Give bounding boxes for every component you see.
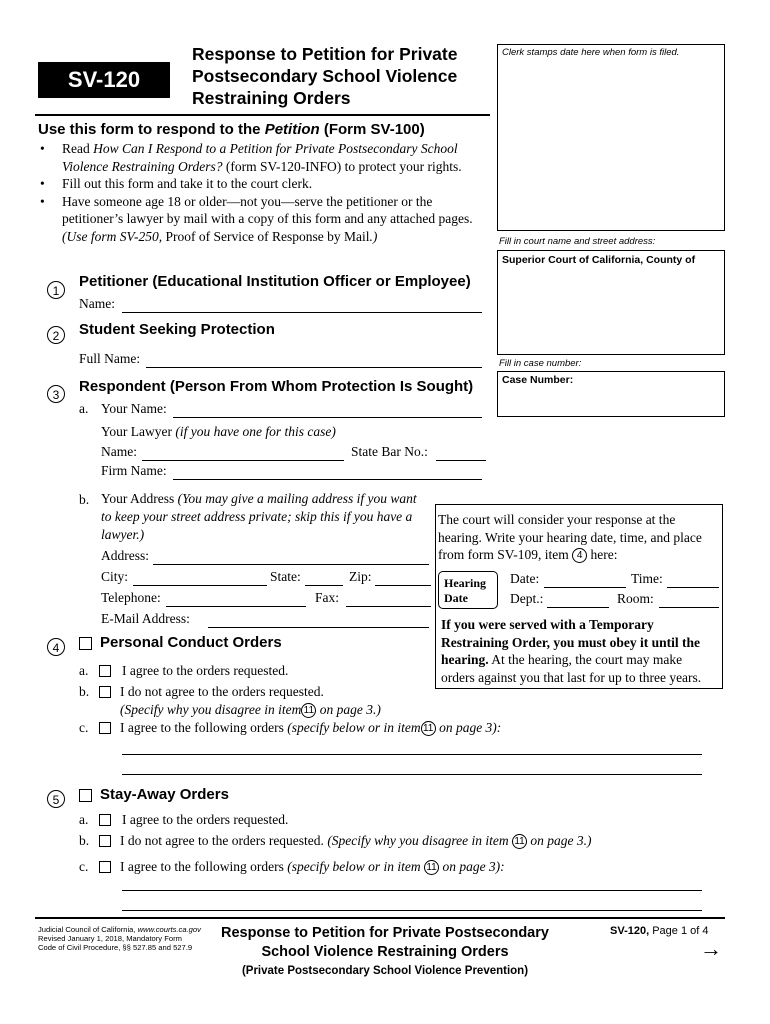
section4-a-checkbox[interactable] [99,665,111,677]
section4-c-checkbox[interactable] [99,722,111,734]
hearing-date-field[interactable] [544,573,626,588]
court-name: Superior Court of California, County of [502,254,696,266]
item-ref-11: 11 [512,834,527,849]
student-name-label: Full Name: [79,351,141,366]
section5-checkbox[interactable] [79,789,92,802]
form-code-badge [38,62,170,98]
hearing-dept-label: Dept.: [510,591,544,606]
email-field[interactable] [208,613,429,628]
section4-checkbox[interactable] [79,637,92,650]
your-name-field[interactable] [173,403,482,418]
address-label: Address: [101,548,149,563]
court-name-label: Fill in court name and street address: [499,236,656,247]
section5-a-text: I agree to the orders requested. [122,812,289,827]
section3-b-label: b. [79,492,90,507]
clerk-stamp-label: Clerk stamps date here when form is filed. [502,47,680,58]
next-page-arrow-icon[interactable]: → [700,936,722,961]
hearing-time-label: Time: [631,571,663,586]
section5-c-text: I agree to the following orders (specify below or in item 11 on page 3): [120,859,505,874]
case-number-label: Case Number: [502,374,574,386]
section4-b-note: (Specify why you disagree in item 11 on page 3.) [120,702,381,717]
section5-b-label: b. [79,833,90,848]
section5-b-checkbox[interactable] [99,835,111,847]
your-address-intro: Your Address (You may give a mailing address if you want to keep your street address private; skip this if you have a lawyer.) [101,491,417,542]
section5-c-label: c. [79,859,89,874]
section5-b-text: I do not agree to the orders requested. (Specify why you disagree in item 11 on page 3.) [120,833,592,848]
instruction-serve: • Have someone age 18 or older—not you—serve the petitioner or the petitioner’s lawyer by mail with a copy of this form and any attached pages. (Use form SV-250, Proof of Service of Response by Mail.) [36,193,486,246]
instruction-read-info: • Read How Can I Respond to a Petition for Private Postsecondary School Violence Restraining Orders? (form SV-120-INFO) to protect your rights. [36,140,486,175]
section5-orders-line-1[interactable] [122,876,702,891]
hearing-room-field[interactable] [659,593,719,608]
lawyer-name-label: Name: [101,444,137,459]
page-number: SV-120, Page 1 of 4 [610,925,709,937]
item-number-5: 5 [47,790,65,808]
section4-b-text: I do not agree to the orders requested. [120,684,324,699]
section4-c-text: I agree to the following orders (specify below or in item 11 on page 3): [120,720,502,735]
petitioner-name-field[interactable] [122,298,482,313]
student-name-field[interactable] [146,353,482,368]
item-ref-11: 11 [301,703,316,718]
section3-title: Respondent (Person From Whom Protection Is Sought) [79,378,474,395]
section4-title: Personal Conduct Orders [100,634,282,651]
case-number-label-hint: Fill in case number: [499,358,582,369]
item-number-4: 4 [47,638,65,656]
item-number-2: 2 [47,326,65,344]
item-number-3: 3 [47,385,65,403]
form-title: Response to Petition for Private Postsecondary School Violence Restraining Orders [192,44,458,108]
item-ref-11: 11 [424,860,439,875]
state-field[interactable] [305,571,343,586]
petitioner-name-label: Name: [79,296,115,311]
section5-title: Stay-Away Orders [100,786,229,803]
zip-field[interactable] [375,571,431,586]
lawyer-name-field[interactable] [142,446,344,461]
firm-name-label: Firm Name: [101,463,167,478]
section2-title: Student Seeking Protection [79,321,275,338]
your-name-label: Your Name: [101,401,167,416]
instruction-file-form: • Fill out this form and take it to the court clerk. [36,175,486,193]
state-label: State: [270,569,301,584]
section4-a-text: I agree to the orders requested. [122,663,289,678]
clerk-stamp-box [497,44,725,231]
section5-orders-line-2[interactable] [122,896,702,911]
fax-field[interactable] [346,592,431,607]
city-label: City: [101,569,129,584]
section4-orders-line-2[interactable] [122,760,702,775]
email-label: E-Mail Address: [101,611,190,626]
telephone-label: Telephone: [101,590,161,605]
hearing-dept-field[interactable] [547,593,609,608]
instructions-heading: Use this form to respond to the Petition (Form SV-100) [38,121,425,138]
section4-b-label: b. [79,684,90,699]
hearing-date-label: Date: [510,571,540,586]
hearing-instructions: The court will consider your response at the hearing. Write your hearing date, time, and place from form SV-109, item 4 here: [438,512,702,562]
state-bar-label: State Bar No.: [351,444,428,459]
section4-a-label: a. [79,663,89,678]
footer-title: Response to Petition for Private Postsecondary School Violence Restraining Orders (Private Postsecondary School Violence Prevention) [221,925,549,977]
court-name-box[interactable] [497,250,725,355]
hearing-room-label: Room: [617,591,654,606]
zip-label: Zip: [349,569,372,584]
section4-b-checkbox[interactable] [99,686,111,698]
telephone-field[interactable] [166,592,306,607]
lawyer-label: Your Lawyer (if you have one for this case) [101,424,336,439]
instructions-list [36,140,486,245]
hearing-date-tag: Hearing Date [438,571,498,609]
address-field[interactable] [153,550,429,565]
section5-a-checkbox[interactable] [99,814,111,826]
item-ref-4: 4 [572,548,587,563]
item-ref-11: 11 [421,721,436,736]
section3-a-label: a. [79,401,89,416]
footer-rule [35,917,725,919]
section4-orders-line-1[interactable] [122,740,702,755]
section1-title: Petitioner (Educational Institution Officer or Employee) [79,273,471,290]
fax-label: Fax: [315,590,340,605]
section5-c-checkbox[interactable] [99,861,111,873]
form-code: SV-120 [67,67,141,92]
firm-name-field[interactable] [173,465,482,480]
section4-c-label: c. [79,720,89,735]
header-rule [35,114,490,116]
item-number-1: 1 [47,281,65,299]
state-bar-field[interactable] [436,446,486,461]
tro-warning: If you were served with a Temporary Restraining Order, you must obey it until the hearing. At the hearing, the court may make orders against you that last for up to three years. [441,617,702,685]
hearing-time-field[interactable] [667,573,719,588]
footer-left: Judicial Council of California, www.courts.ca.gov Revised January 1, 2018, Mandatory Form Code of Civil Procedure, §§ 527.85 and 527.9 [38,925,201,952]
city-field[interactable] [133,571,267,586]
section5-a-label: a. [79,812,89,827]
case-number-box[interactable] [497,371,725,417]
